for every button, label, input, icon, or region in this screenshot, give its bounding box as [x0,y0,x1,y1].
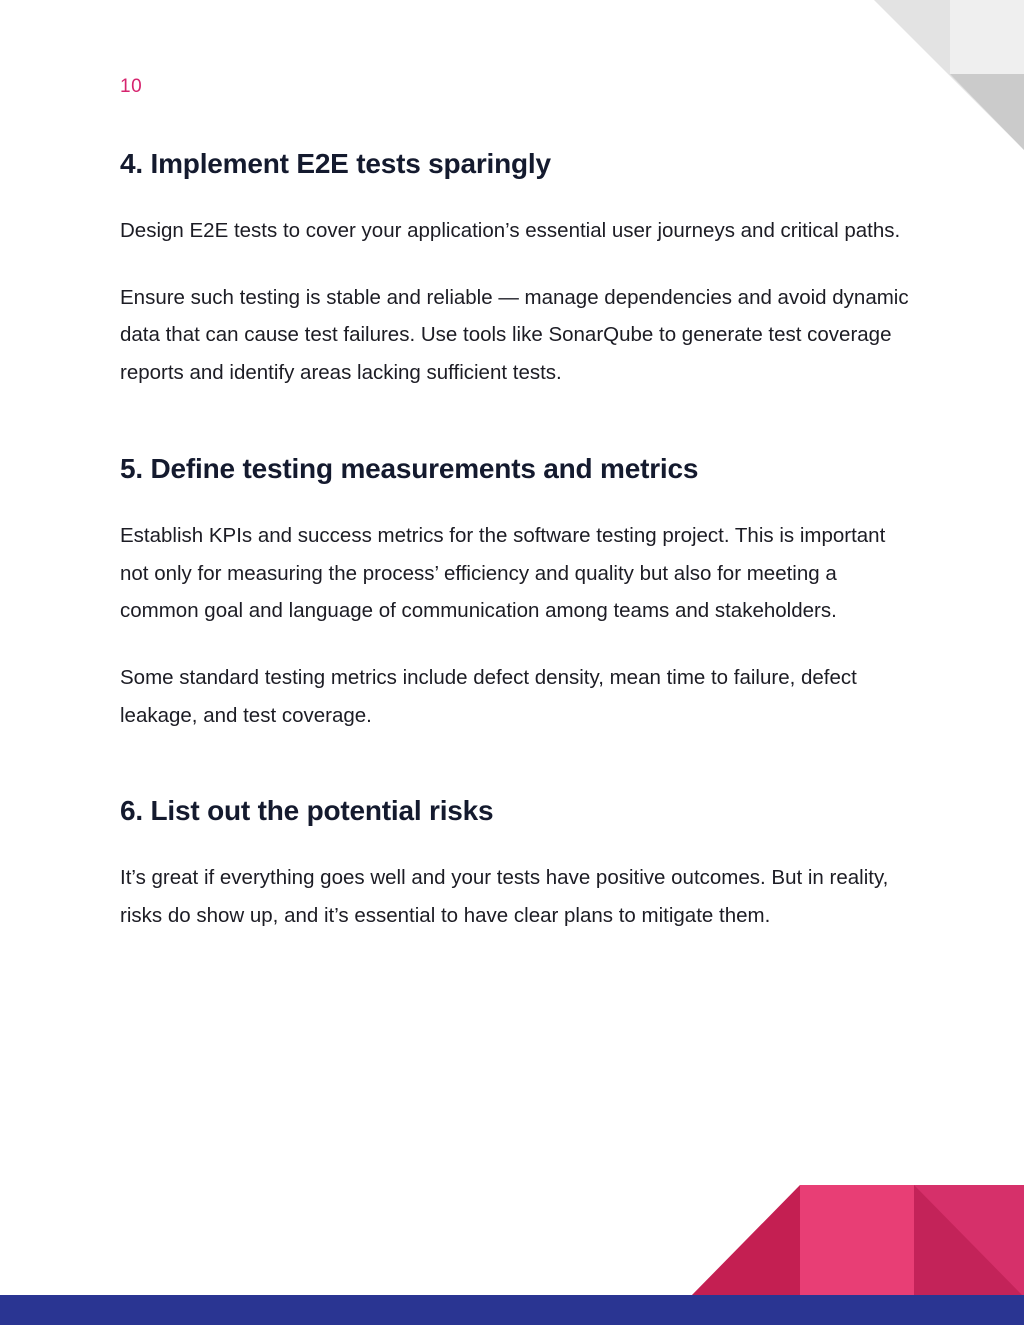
bottom-navy-band [0,1295,1024,1325]
paragraph: Design E2E tests to cover your application’s essential user journeys and critical paths. [120,219,901,242]
page-number: 10 [120,76,143,97]
section-heading: 6. List out the potential risks [120,795,494,827]
main-content [120,146,910,964]
section-heading: 5. Define testing measurements and metrics [120,452,699,484]
top-right-corner-decoration [870,0,1024,150]
section-risks [120,793,910,934]
paragraph: It’s great if everything goes well and your tests have positive outcomes. But in reality, risks do show up, and it’s essential to have clear plans to mitigate them. [120,866,889,928]
paragraph: Ensure such testing is stable and reliable — manage dependencies and avoid dynamic data that can cause test failures. Use tools like SonarQube to generate test coverage reports and identify areas lacking sufficient tests. [120,285,909,385]
section-e2e-tests [120,146,910,392]
bottom-right-corner-decoration [690,1185,1024,1297]
paragraph: Some standard testing metrics include defect density, mean time to failure, defect leakage, and test coverage. [120,665,857,727]
paragraph: Establish KPIs and success metrics for the software testing project. This is important not only for measuring the process’ efficiency and quality but also for meeting a common goal and language of communication among teams and stakeholders. [120,523,886,623]
section-heading: 4. Implement E2E tests sparingly [120,148,551,179]
section-metrics [120,451,910,735]
